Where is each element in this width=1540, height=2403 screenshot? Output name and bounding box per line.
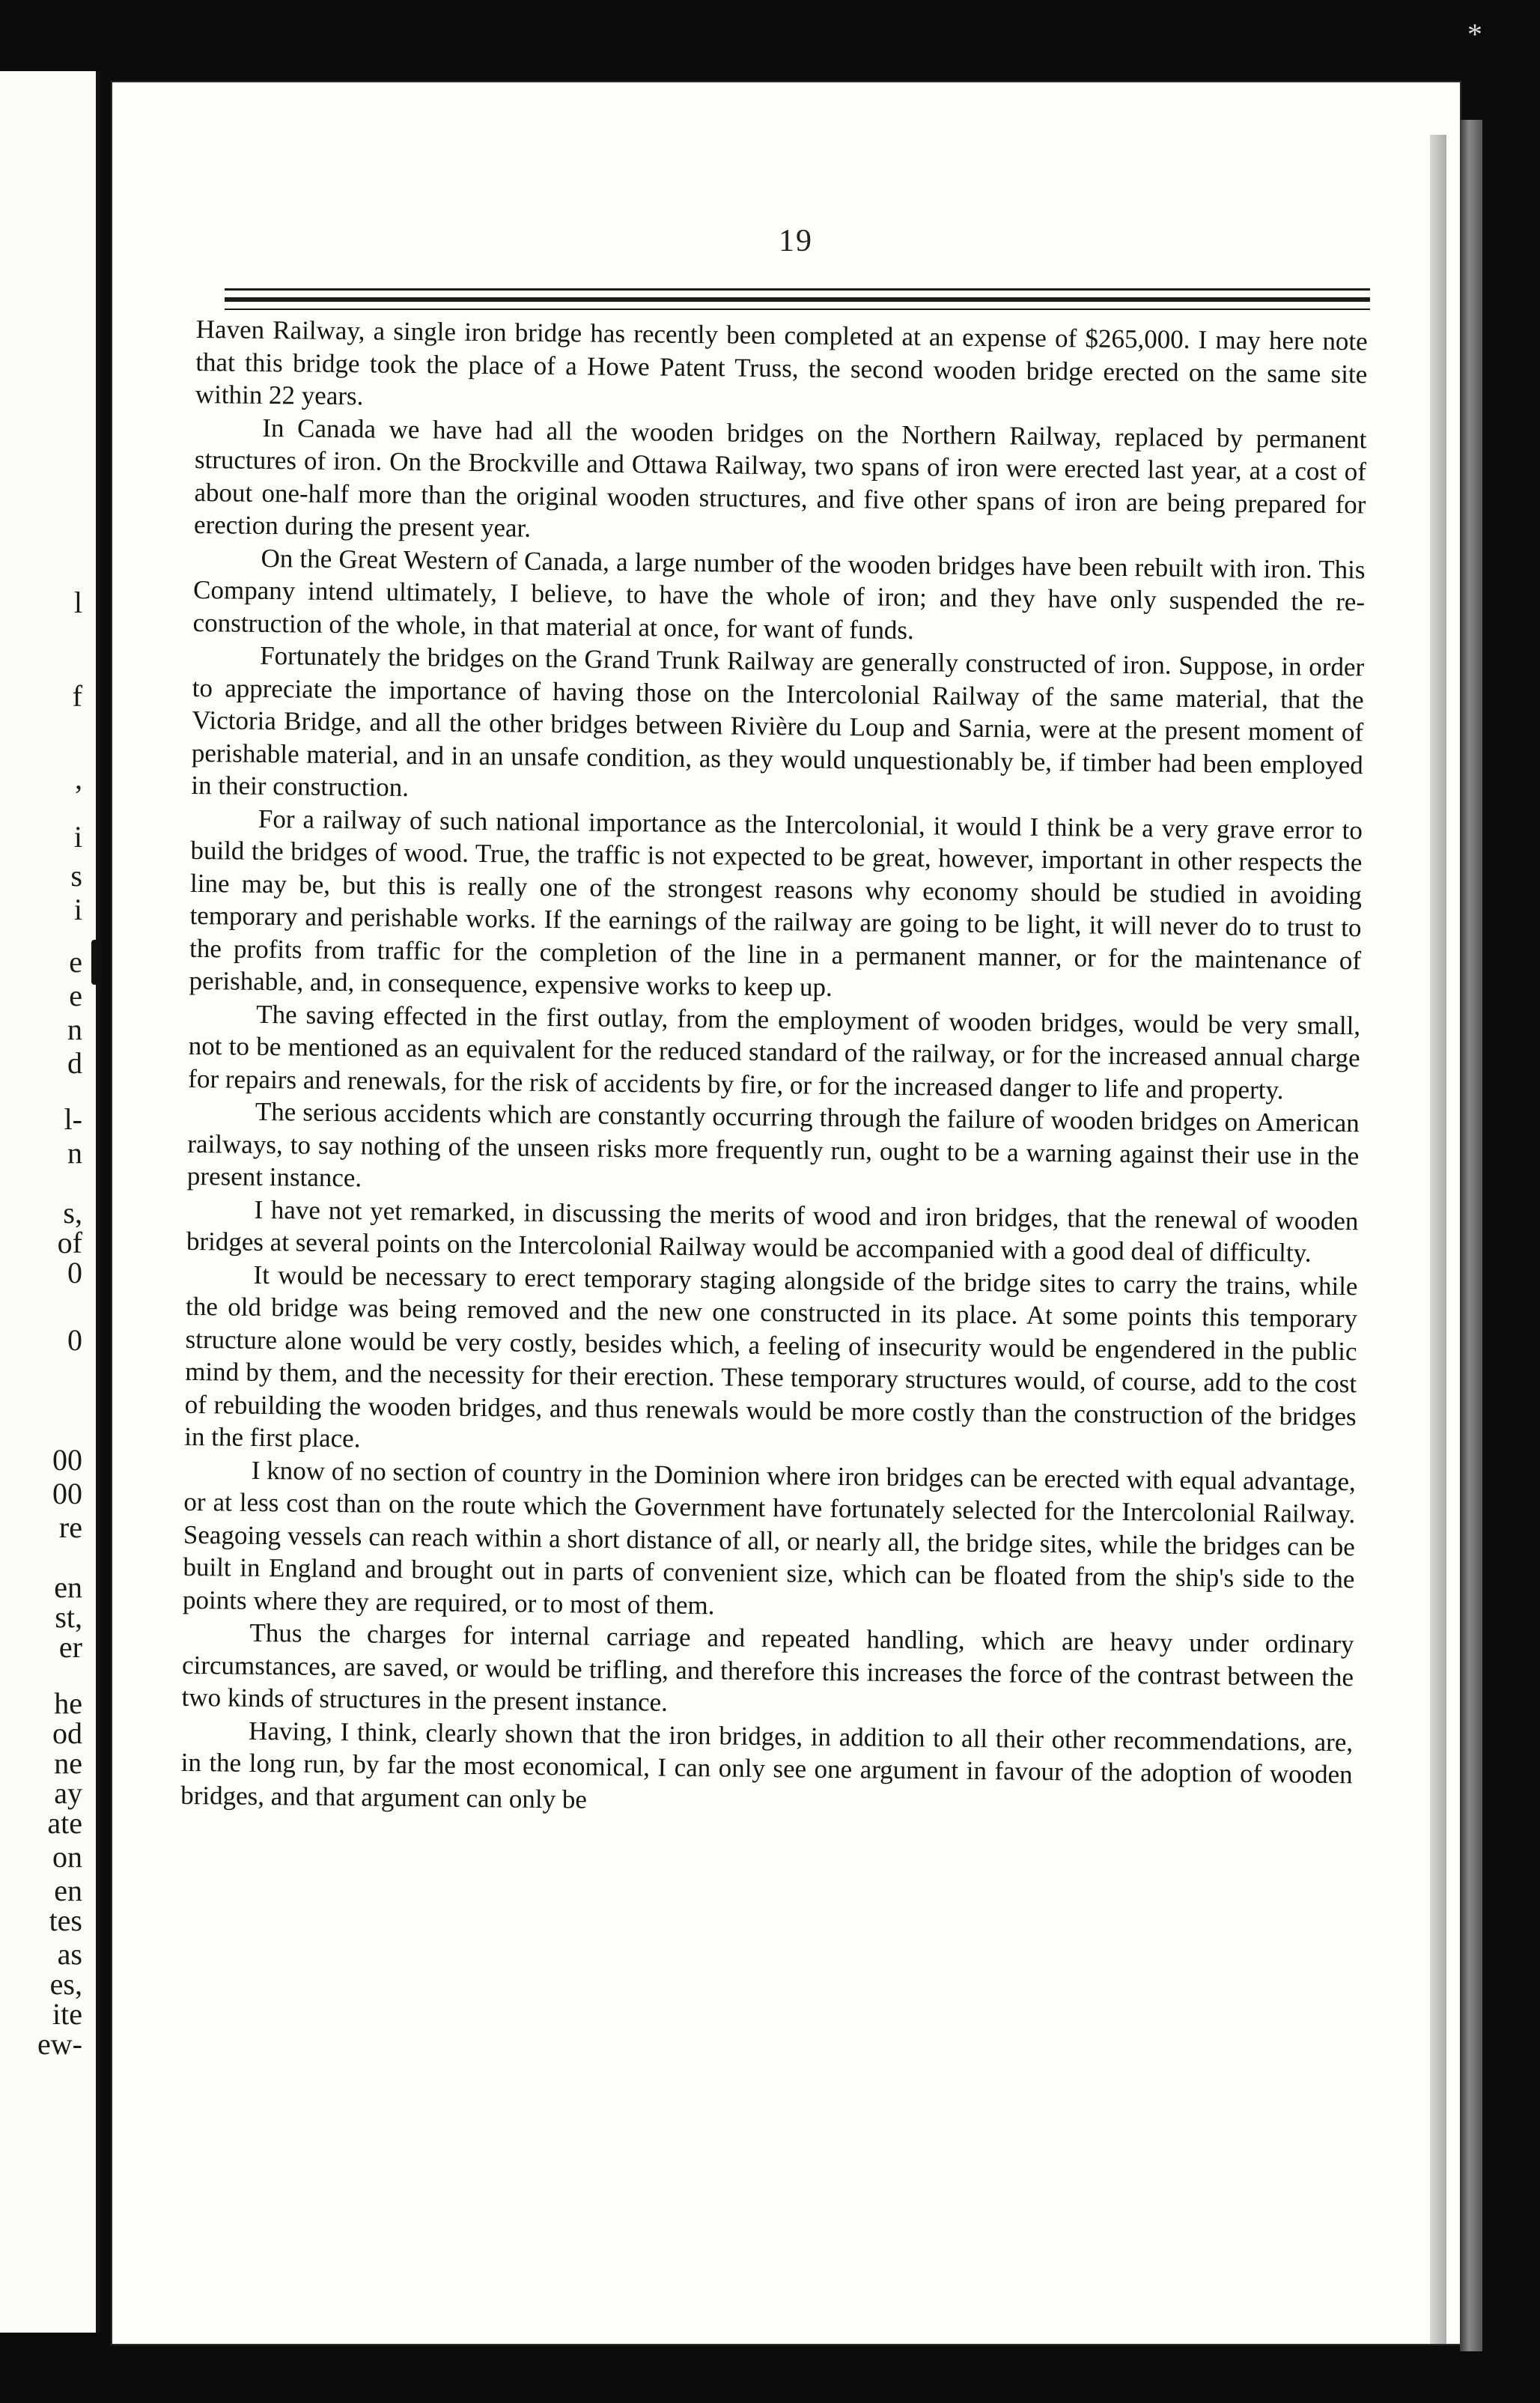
header-rule-thin <box>225 288 1370 291</box>
previous-page-text-fragment: ay <box>54 1776 82 1810</box>
previous-page-text-fragment: st, <box>55 1600 82 1634</box>
previous-page-text-fragment: en <box>54 1570 82 1604</box>
previous-page-text-fragment: es, <box>49 1967 82 2001</box>
previous-page-text-fragment: od <box>52 1716 82 1750</box>
previous-page-text-fragment: d <box>67 1046 82 1080</box>
book-edge <box>1460 120 1482 2351</box>
previous-page-text-fragment: en <box>54 1874 82 1907</box>
previous-page-text-fragment: on <box>52 1840 82 1874</box>
previous-page-text-fragment: 0 <box>67 1256 82 1289</box>
paragraph: The saving effected in the first outlay, from the employment of wooden bridges, would be very small, not to be mentioned as an equivalent for the reduced standard of the railway, or for the increased annual charge for repairs and renewals, for the risk of accidents by fire, or for the increased danger to life and property. <box>188 999 1361 1105</box>
previous-page-strip <box>0 71 96 2333</box>
paragraph: The serious accidents which are constantly occurring through the failure of wooden bridges on American railways, to say nothing of the unseen risks more frequently run, ought to be a warning against their use in the present instance. <box>186 1096 1360 1193</box>
page-gutter <box>96 71 100 2333</box>
previous-page-text-fragment: e <box>69 945 82 979</box>
paragraph: For a railway of such national importance as the Intercolonial, it would I think be a very grave error to build the bridges of wood. True, the traffic is not expected to be great, however, important in other respects the line may be, but this is really one of the strongest reasons why economy should be studied in avoiding temporary and perishable works. If the earnings of the railway are going to be light, it will never do to trust to the profits from traffic for the completion of the line in a permanent manner, or for the maintenance of perishable, and, in consequence, expensive works to keep up. <box>189 803 1363 1002</box>
previous-page-text-fragment: ew- <box>37 2027 82 2061</box>
paragraph: On the Great Western of Canada, a large number of the wooden bridges have been rebuilt with iron. This Company intend ultimately, I believe, to have the whole of iron; and they have only suspended the re-construction of the whole, in that material at once, for want of funds. <box>192 543 1366 645</box>
paragraph: It would be necessary to erect temporary staging alongside of the bridge sites to carry the trains, while the old bridge was being removed and the new one constructed in its place. At some points this temporary structure alone would be very costly, besides which, a feeling of insecurity would be engendered in the public mind by them, and the necessity for their erection. These temporary structures would, of course, add to the cost of rebuilding the wooden bridges, and thus renewals would be more costly than the construction of the bridges in the first place. <box>184 1260 1358 1453</box>
body-text <box>180 313 1368 1823</box>
paragraph: Fortunately the bridges on the Grand Trunk Railway are generally constructed of iron. Suppose, in order to appreciate the importance of having those on the Intercolonial Railway of the same material, that the Victoria Bridge, and all the other bridges between Rivière du Loup and Sarnia, were at the present moment of perishable material, and in an unsafe condition, as they would unquestionably be, if timber had been employed in their construction. <box>191 640 1365 803</box>
previous-page-text-fragment: s <box>70 859 82 893</box>
page-clip-marker <box>91 940 102 985</box>
previous-page-text-fragment: 0 <box>67 1323 82 1357</box>
page-stack-edge <box>1430 135 1446 2344</box>
paragraph: In Canada we have had all the wooden bridges on the Northern Railway, replaced by permanent structures of iron. On the Brockville and Ottawa Railway, two spans of iron were erected last year, at a cost of about one-half more than the original wooden structures, and five other spans of iron are being prepared for erection during the present year. <box>193 413 1367 543</box>
previous-page-text-fragment: s, <box>63 1196 82 1230</box>
page-number: 19 <box>779 224 813 258</box>
previous-page-text-fragment: ne <box>54 1746 82 1780</box>
previous-page-text-fragment: n <box>67 1136 82 1170</box>
paragraph: Haven Railway, a single iron bridge has recently been completed at an expense of $265,000. I may here note that this bridge took the place of a Howe Patent Truss, the second wooden bridge erected on the same site within 22 years. <box>195 314 1368 411</box>
previous-page-text-fragment: l- <box>64 1102 82 1136</box>
previous-page-text-fragment: ate <box>47 1806 82 1840</box>
previous-page-text-fragment: e <box>69 979 82 1012</box>
previous-page-text-fragment: , <box>75 762 82 795</box>
previous-page-text-fragment: er <box>58 1630 82 1664</box>
previous-page-text-fragment: 00 <box>52 1443 82 1477</box>
previous-page-text-fragment: i <box>73 893 82 926</box>
paragraph: Thus the charges for internal carriage and repeated handling, which are heavy under ordinary circumstances, are saved, or would be trifling, and therefore this increases the force of the contrast between the two kinds of structures in the present instance. <box>181 1617 1354 1717</box>
paragraph: Having, I think, clearly shown that the iron bridges, in addition to all their other recommendations, are, in the long run, by far the most economical, I can only see one argument in favour of the adoption of wooden bridges, and that argument can only be <box>180 1716 1354 1814</box>
previous-page-text-fragment: l <box>73 586 82 619</box>
header-rule-thick <box>225 297 1370 302</box>
header-rule-thin-lower <box>225 309 1370 310</box>
previous-page-text-fragment: he <box>54 1686 82 1720</box>
previous-page-text-fragment: 00 <box>52 1477 82 1510</box>
corner-mark: * <box>1467 17 1482 51</box>
previous-page-text-fragment: n <box>67 1012 82 1046</box>
previous-page-text-fragment: of <box>57 1226 82 1260</box>
previous-page-text-fragment: ite <box>52 1997 82 2031</box>
paragraph: I know of no section of country in the Dominion where iron bridges can be erected with equal advantage, or at less cost than on the route which the Government have fortunately selected for the Intercolonial Railway. Seagoing vessels can reach within a short distance of all, or nearly all, the bridge sites, while the bridges can be built in England and brought out in parts of convenient size, which can be floated from the ship's side to the points where they are required, or to most of them. <box>182 1455 1356 1620</box>
previous-page-text-fragment: i <box>73 820 82 854</box>
previous-page-text-fragment: as <box>57 1937 82 1971</box>
previous-page-text-fragment: tes <box>49 1904 82 1937</box>
previous-page-text-fragment: re <box>58 1510 82 1544</box>
previous-page-text-fragment: f <box>72 679 82 713</box>
paragraph: I have not yet remarked, in discussing the merits of wood and iron bridges, that the renewal of wooden bridges at several points on the Intercolonial Railway would be accompanied with a good deal of difficulty. <box>186 1194 1359 1268</box>
